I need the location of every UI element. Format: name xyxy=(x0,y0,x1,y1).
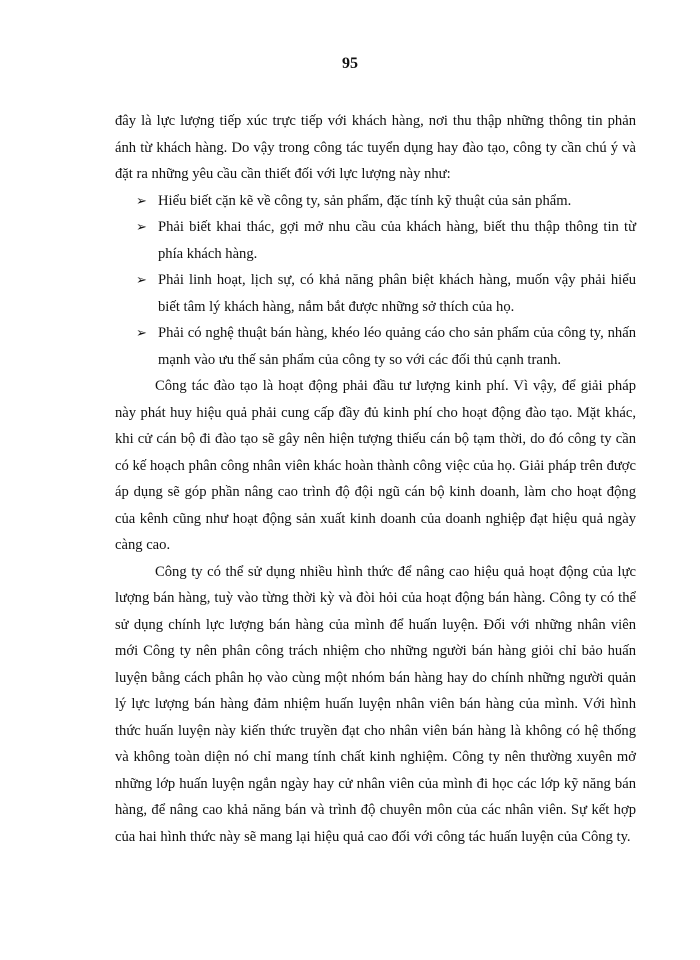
list-item-text: Phải có nghệ thuật bán hàng, khéo léo quảng cáo cho sản phẩm của công ty, nhấn mạnh vào ưu thế sản phẩm của công ty so với các đối thủ cạnh tranh. xyxy=(158,325,636,368)
paragraph-training-forms: Công ty có thể sử dụng nhiều hình thức để nâng cao hiệu quả hoạt động của lực lượng bán hàng, tuỳ vào từng thời kỳ và đòi hỏi của hoạt động bán hàng. Công ty có thể sử dụng chính lực lượng bán hàng của mình để huấn luyện. Đối với những nhân viên mới Công ty nên phân công trách nhiệm cho những người bán hàng giỏi chỉ bảo huấn luyện bằng cách phân họ vào cùng một nhóm bán hàng hay do chính những người quản lý lực lượng bán hàng đảm nhiệm huấn luyện nhân viên bán hàng của mình. Với hình thức huấn luyện này kiến thức truyền đạt cho nhân viên bán hàng là không có hệ thống và không toàn diện nó chỉ mang tính chất kinh nghiệm. Công ty nên thường xuyên mở những lớp huấn luyện ngắn ngày hay cử nhân viên của mình đi học các lớp kỹ năng bán hàng, để nâng cao khả năng bán và trình độ chuyên môn của các nhân viên. Sự kết hợp của hai hình thức này sẽ mang lại hiệu quả cao đối với công tác huấn luyện của Công ty. xyxy=(115,563,636,845)
intro-paragraph: đây là lực lượng tiếp xúc trực tiếp với khách hàng, nơi thu thập những thông tin phản ánh từ khách hàng. Do vậy trong công tác tuyển dụng hay đào tạo, công ty cần chú ý và đặt ra những yêu cầu cần thiết đối với lực lượng này như: xyxy=(115,113,636,182)
list-item xyxy=(136,320,636,373)
list-item xyxy=(136,267,636,320)
arrowhead-bullet-icon: ➢ xyxy=(136,325,147,340)
arrowhead-bullet-icon: ➢ xyxy=(136,272,147,287)
list-item xyxy=(136,214,636,267)
list-item-text: Phải biết khai thác, gợi mở nhu cầu của khách hàng, biết thu thập thông tin từ phía khách hàng. xyxy=(158,219,636,262)
paragraph-training-cost: Công tác đào tạo là hoạt động phải đầu tư lượng kinh phí. Vì vậy, để giải pháp này phát huy hiệu quả phải cung cấp đầy đủ kinh phí cho hoạt động đào tạo. Mặt khác, khi cử cán bộ đi đào tạo sẽ gây nên hiện tượng thiếu cán bộ tạm thời, do đó công ty cần có kế hoạch phân công nhân viên khác hoàn thành công việc của họ. Giải pháp trên được áp dụng sẽ góp phần nâng cao trình độ đội ngũ cán bộ kinh doanh, làm cho hoạt động của kênh cũng như hoạt động sản xuất kinh doanh của doanh nghiệp đạt hiệu quả ngày càng cao. xyxy=(115,378,636,553)
arrowhead-bullet-icon: ➢ xyxy=(136,192,147,208)
list-item-text: Phải linh hoạt, lịch sự, có khả năng phân biệt khách hàng, muốn vậy phải hiểu biết tâm lý khách hàng, nắm bắt được những sở thích của họ. xyxy=(158,272,636,315)
list-item xyxy=(136,188,636,215)
requirements-list xyxy=(115,188,636,374)
body-text xyxy=(115,108,636,850)
page-number: 95 xyxy=(342,55,358,72)
list-item-text: Hiểu biết cặn kẽ về công ty, sản phẩm, đặc tính kỹ thuật của sản phẩm. xyxy=(158,192,572,209)
arrowhead-bullet-icon: ➢ xyxy=(136,219,147,234)
